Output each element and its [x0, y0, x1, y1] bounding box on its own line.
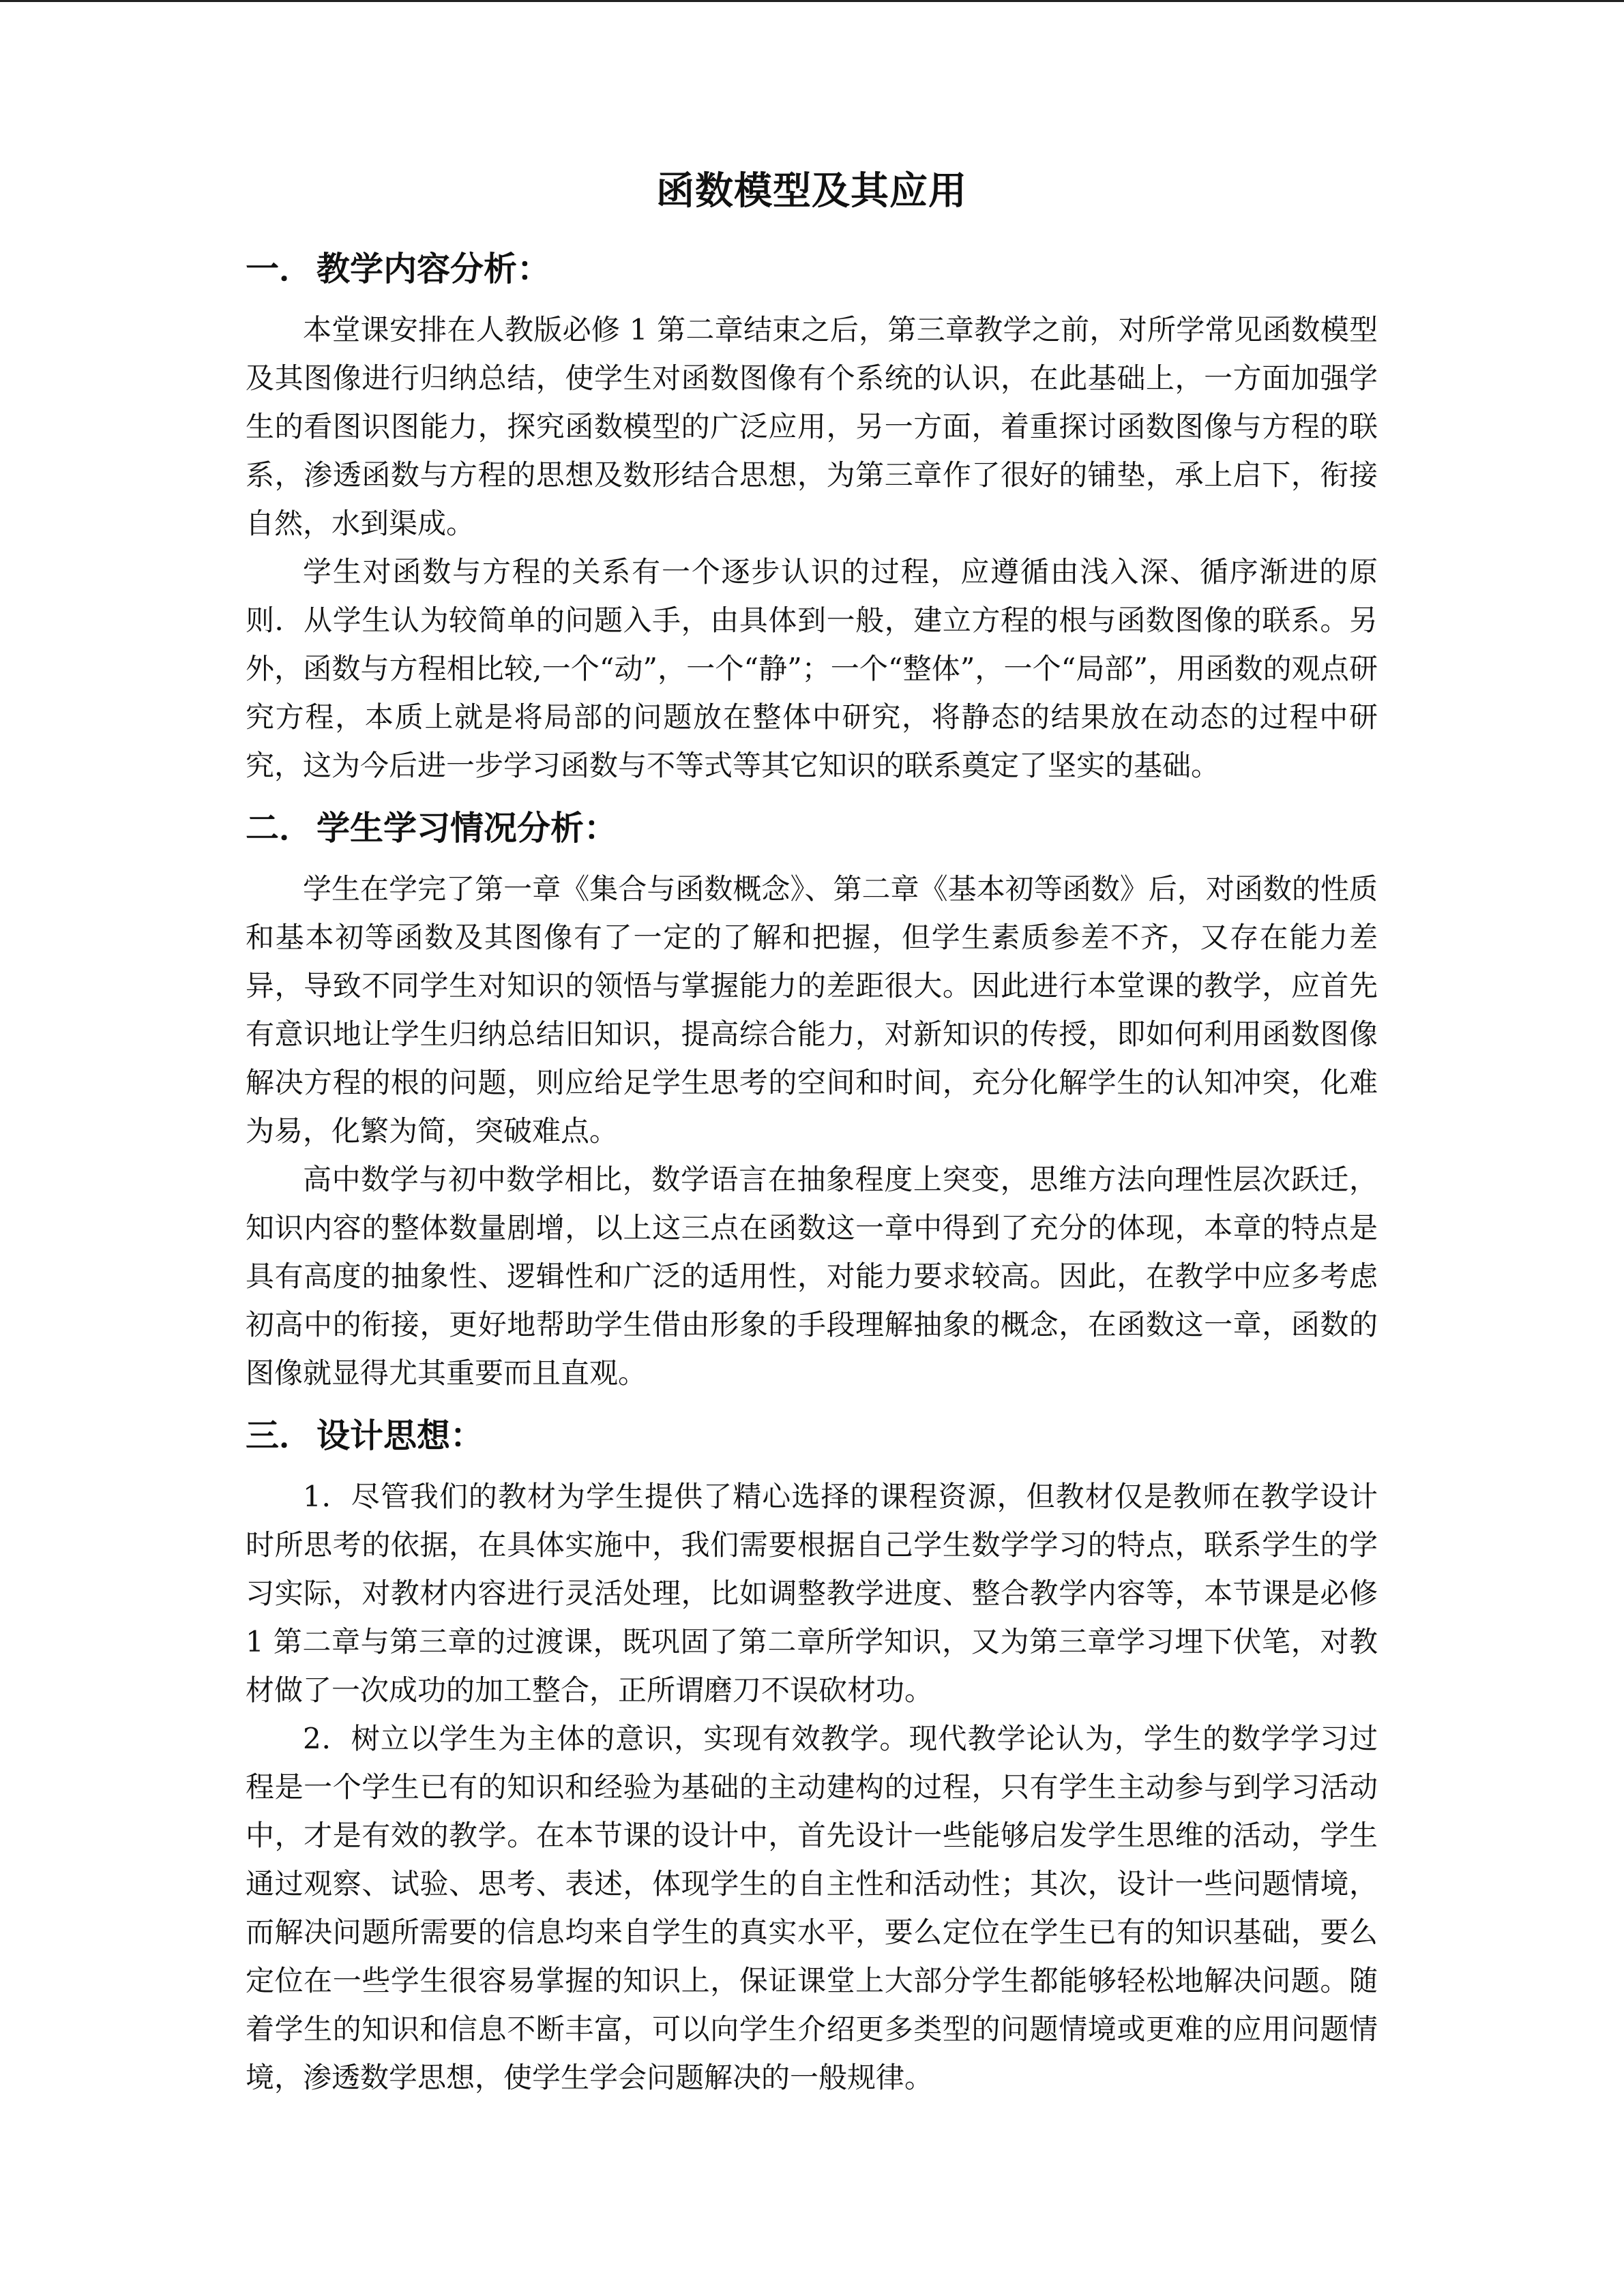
document-page — [246, 164, 1378, 2117]
section-heading-text: 学生学习情况分析： — [316, 809, 618, 848]
section-heading — [246, 805, 1378, 852]
paragraph: 学生在学完了第一章《集合与函数概念》、第二章《基本初等函数》后，对函数的性质和基本初等函数及其图像有了一定的了解和把握，但学生素质参差不齐，又存在能力差异，导致不同学生对知识的领悟与掌握能力的差距很大。因此进行本堂课的教学，应首先有意识地让学生归纳总结旧知识，提高综合能力，对新知识的传授，即如何利用函数图像解决方程的根的问题，则应给足学生思考的空间和时间，充分化解学生的认知冲突，化难为易，化繁为简，突破难点。 — [246, 872, 1378, 1148]
paragraph: 学生对函数与方程的关系有一个逐步认识的过程，应遵循由浅入深、循序渐进的原则．从学生认为较简单的问题入手，由具体到一般，建立方程的根与函数图像的联系。另外，函数与方程相比较,一个“动”，一个“静”；一个“整体”，一个“局部”，用函数的观点研究方程，本质上就是将局部的问题放在整体中研究，将静态的结果放在动态的过程中研究，这为今后进一步学习函数与不等式等其它知识的联系奠定了坚实的基础。 — [246, 555, 1378, 782]
top-border-line — [0, 0, 1624, 2]
section-design-ideas — [246, 1412, 1378, 2102]
section-heading-text: 设计思想： — [316, 1416, 484, 1455]
section-heading-text: 教学内容分析： — [316, 250, 551, 288]
section-number: 三． — [246, 1416, 313, 1455]
section-heading — [246, 245, 1378, 293]
paragraph: 高中数学与初中数学相比，数学语言在抽象程度上突变，思维方法向理性层次跃迁，知识内容的整体数量剧增，以上这三点在函数这一章中得到了充分的体现，本章的特点是具有高度的抽象性、逻辑性和广泛的适用性，对能力要求较高。因此，在教学中应多考虑初高中的衔接，更好地帮助学生借由形象的手段理解抽象的概念，在函数这一章，函数的图像就显得尤其重要而且直观。 — [246, 1163, 1378, 1390]
document-title: 函数模型及其应用 — [656, 168, 967, 213]
section-number: 一． — [246, 250, 313, 288]
paragraph: 2．树立以学生为主体的意识，实现有效教学。现代教学论认为，学生的数学学习过程是一个学生已有的知识和经验为基础的主动建构的过程，只有学生主动参与到学习活动中，才是有效的教学。在本节课的设计中，首先设计一些能够启发学生思维的活动，学生通过观察、试验、思考、表述，体现学生的自主性和活动性；其次，设计一些问题情境，而解决问题所需要的信息均来自学生的真实水平，要么定位在学生已有的知识基础，要么定位在一些学生很容易掌握的知识上，保证课堂上大部分学生都能够轻松地解决问题。随着学生的知识和信息不断丰富，可以向学生介绍更多类型的问题情境或更难的应用问题情境，渗透数学思想，使学生学会问题解决的一般规律。 — [246, 1722, 1378, 2094]
section-heading — [246, 1412, 1378, 1460]
paragraph: 本堂课安排在人教版必修 1 第二章结束之后，第三章教学之前，对所学常见函数模型及其图像进行归纳总结，使学生对函数图像有个系统的认识，在此基础上，一方面加强学生的看图识图能力，探究函数模型的广泛应用，另一方面，着重探讨函数图像与方程的联系，渗透函数与方程的思想及数形结合思想，为第三章作了很好的铺垫，承上启下，衔接自然，水到渠成。 — [246, 313, 1378, 540]
section-content-analysis — [246, 245, 1378, 790]
section-number: 二． — [246, 809, 313, 848]
section-student-analysis — [246, 805, 1378, 1397]
paragraph: 1．尽管我们的教材为学生提供了精心选择的课程资源，但教材仅是教师在教学设计时所思考的依据，在具体实施中，我们需要根据自己学生数学学习的特点，联系学生的学习实际，对教材内容进行灵活处理，比如调整教学进度、整合教学内容等，本节课是必修 1 第二章与第三章的过渡课，既巩固了第二章所学知识，又为第三章学习埋下伏笔，对教材做了一次成功的加工整合，正所谓磨刀不误砍材功。 — [246, 1480, 1378, 1707]
